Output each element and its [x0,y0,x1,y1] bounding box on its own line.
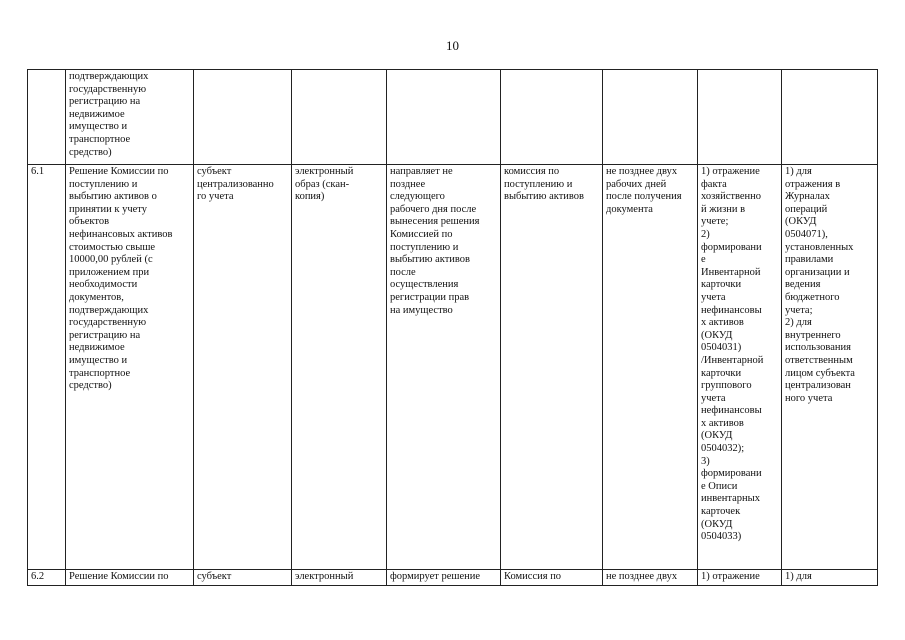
deadline-cell: направляет не позднее следующего рабочего дня после вынесения решения Комиссией по поступлению и выбытию активов после осуществления регистрации прав на имущество [387,165,501,570]
processing-deadline-cell [603,70,698,165]
purpose-cell: 1) для отражения в Журналах операций (ОКУД 0504071), установленных правилами организации и ведения бюджетного учета; 2) для внутреннего использования ответственным лицом субъекта централизован ного учета [782,165,878,570]
responsible-cell: субъект централизованно го учета [194,165,292,570]
table-row [28,570,878,586]
document-name-cell: Решение Комиссии по [66,570,194,586]
document-name-cell: подтверждающих государственную регистрацию на недвижимое имущество и транспортное средство) [66,70,194,165]
table-row [28,165,878,570]
responsible-cell: субъект [194,570,292,586]
table-row [28,70,878,165]
action-cell: 1) отражение факта хозяйственно й жизни в учете; 2) формировани е Инвентарной карточки учета нефинансовы х активов (ОКУД 0504031) /Инвентарной карточки группового учета нефинансовы х активов (ОКУД 0504032); 3) формировани е Описи инвентарных карточек (ОКУД 0504033) [698,165,782,570]
action-cell [698,70,782,165]
processing-deadline-cell: не позднее двух рабочих дней после получения документа [603,165,698,570]
responsible-cell [194,70,292,165]
purpose-cell [782,70,878,165]
format-cell: электронный образ (скан- копия) [292,165,387,570]
deadline-cell [387,70,501,165]
deadline-cell: формирует решение [387,570,501,586]
row-number-cell: 6.2 [28,570,66,586]
recipient-cell [501,70,603,165]
purpose-cell: 1) для [782,570,878,586]
recipient-cell: комиссия по поступлению и выбытию активов [501,165,603,570]
action-cell: 1) отражение [698,570,782,586]
recipient-cell: Комиссия по [501,570,603,586]
document-table [27,69,878,586]
format-cell [292,70,387,165]
processing-deadline-cell: не позднее двух [603,570,698,586]
page-number: 10 [446,38,459,53]
row-number-cell: 6.1 [28,165,66,570]
document-name-cell: Решение Комиссии по поступлению и выбытию активов о принятии к учету объектов нефинансовых активов стоимостью свыше 10000,00 рублей (с приложением при необходимости документов, подтверждающих государственную регистрацию на недвижимое имущество и транспортное средство) [66,165,194,570]
row-number-cell [28,70,66,165]
format-cell: электронный [292,570,387,586]
